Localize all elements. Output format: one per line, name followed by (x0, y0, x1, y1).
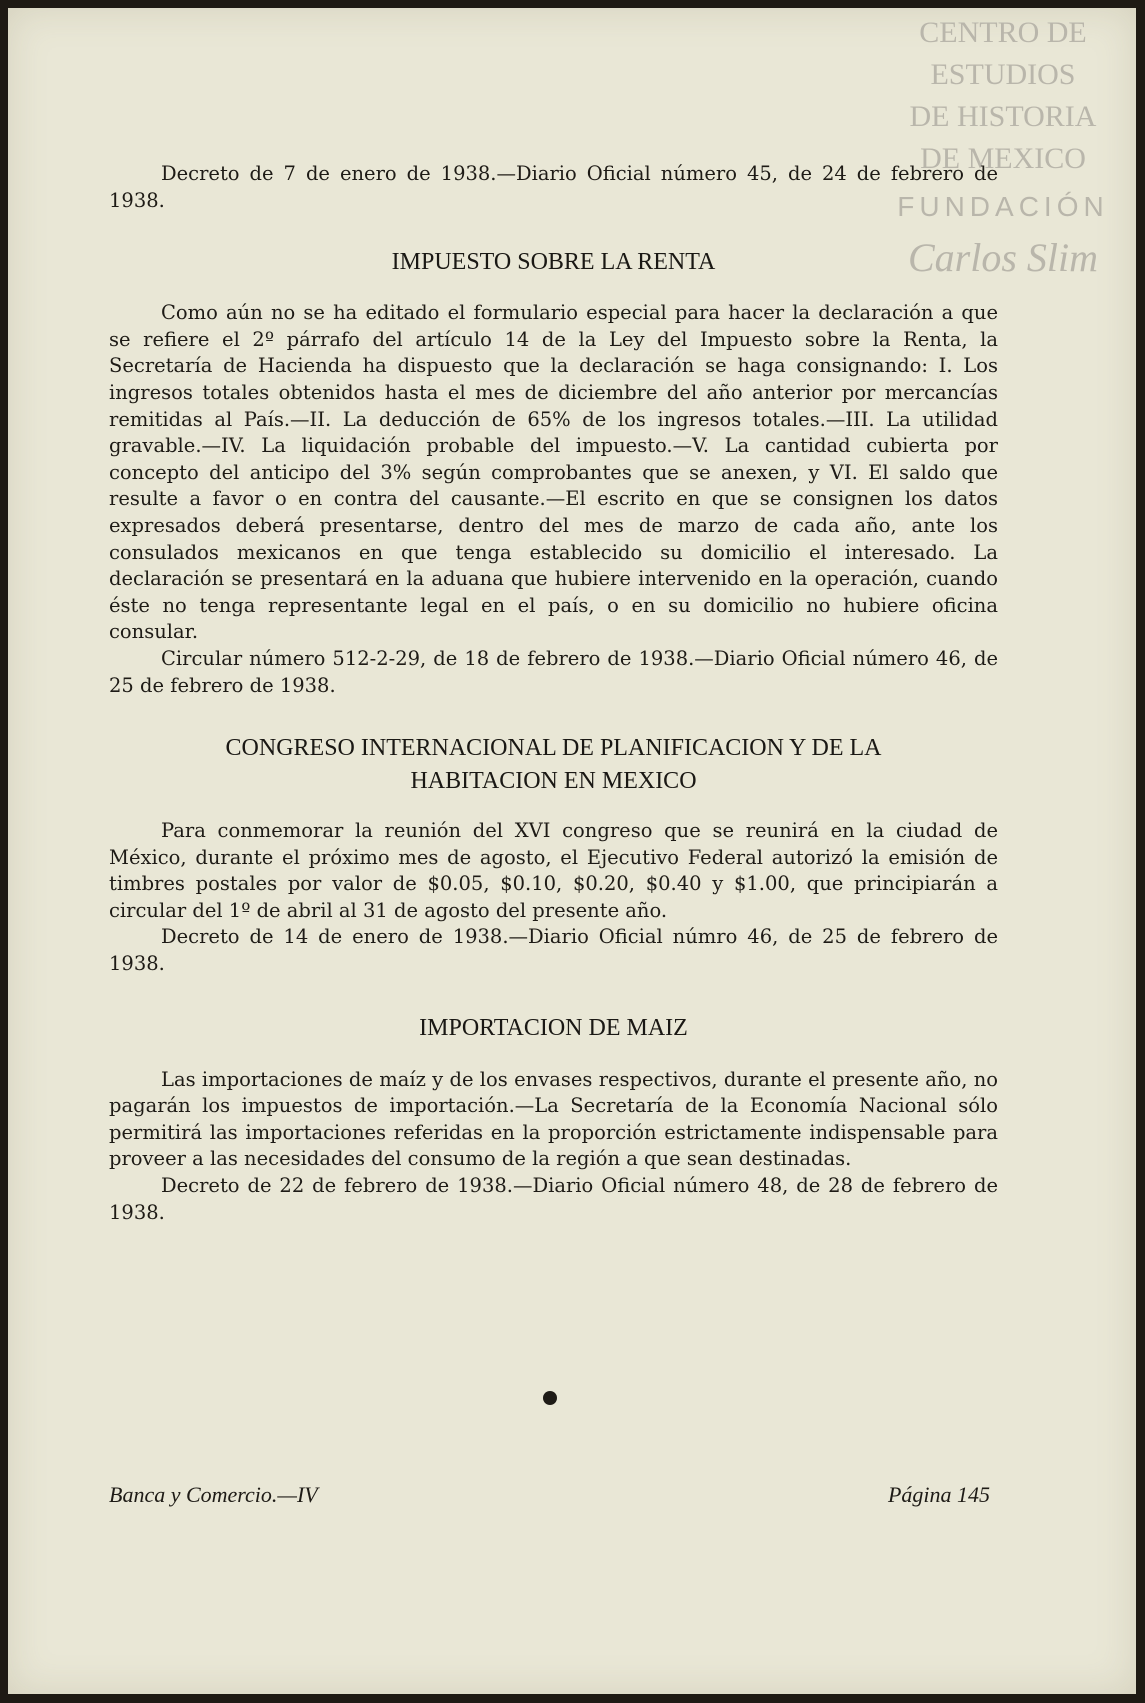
footer-journal: Banca y Comercio.—IV (109, 1482, 318, 1507)
watermark-line: DE HISTORIA (909, 100, 1097, 133)
intro-citation: Decreto de 7 de enero de 1938.—Diario Oficial número 45, de 24 de febrero de 1938. (109, 162, 998, 212)
section-body-maiz: Las importaciones de maíz y de los envases respectivos, durante el presente año, no pagarán los impuestos de importación.—La Secretaría de la Economía Nacional sólo permitirá las importaciones referidas en la proporción estrictamente indispensable para proveer a las necesidades del consumo de la región a que sean destinadas. (109, 1067, 998, 1171)
watermark-line: CENTRO DE (919, 16, 1087, 49)
section-title-congreso (109, 732, 998, 798)
watermark-line: DE MEXICO (920, 142, 1086, 175)
watermark-foundation: FUNDACIÓN (897, 191, 1109, 222)
document-page (8, 8, 1136, 1694)
section-title-congreso-line2: HABITACION EN MEXICO (410, 768, 697, 795)
section-body-congreso: Para conmemorar la reunión del XVI congreso que se reunirá en la ciudad de México, durante el próximo mes de agosto, el Ejecutivo Federal autorizó la emisión de timbres postales por valor de $0.05, $0.10, $0.20, $0.40 y $1.00, que principiarán a circular del 1º de abril al 31 de agosto del presente año. (109, 819, 998, 922)
section-title-impuesto: IMPUESTO SOBRE LA RENTA (391, 249, 716, 276)
section-citation-congreso: Decreto de 14 de enero de 1938.—Diario Oficial númro 46, de 25 de febrero de 1938. (109, 925, 998, 976)
section-body-impuesto: Como aún no se ha editado el formulario especial para hacer la declaración a que se refiere el 2º párrafo del artículo 14 de la Ley del Impuesto sobre la Renta, la Secretaría de Hacienda ha dispuesto que la declaración se haga consignando: I. Los ingresos totales obtenidos hasta el mes de diciembre del año anterior por mercancías remitidas al País.—II. La deducción de 65% de los ingresos totales.—III. La utilidad gravable.—IV. La liquidación probable del impuesto.—V. La cantidad cubierta por concepto del anticipo del 3% según comprobantes que se anexen, y VI. El saldo que resulte a favor o en contra del causante.—El escrito en que se consignen los datos expresados deberá presentarse, dentro del mes de marzo de cada año, ante los consulados mexicanos en que tenga establecido su domicilio el interesado. La declaración se presentará en la aduana que hubiere intervenido en la operación, cuando éste no tenga representante legal en el país, o en su domicilio no hubiere oficina consular. (109, 301, 998, 644)
footer-page-number: Página 145 (887, 1482, 990, 1507)
watermark-signature: Carlos Slim (907, 235, 1099, 280)
end-bullet (543, 1391, 557, 1405)
section-title-congreso-line1: CONGRESO INTERNACIONAL DE PLANIFICACION Y DE LA (225, 735, 882, 762)
document-body (109, 161, 998, 1226)
section-title-maiz: IMPORTACION DE MAIZ (419, 1014, 688, 1041)
section-citation-impuesto: Circular número 512-2-29, de 18 de febrero de 1938.—Diario Oficial número 46, de 25 de febrero de 1938. (109, 646, 998, 697)
watermark-line: ESTUDIOS (930, 58, 1076, 91)
section-citation-maiz: Decreto de 22 de febrero de 1938.—Diario Oficial número 48, de 28 de febrero de 1938. (109, 1174, 998, 1224)
